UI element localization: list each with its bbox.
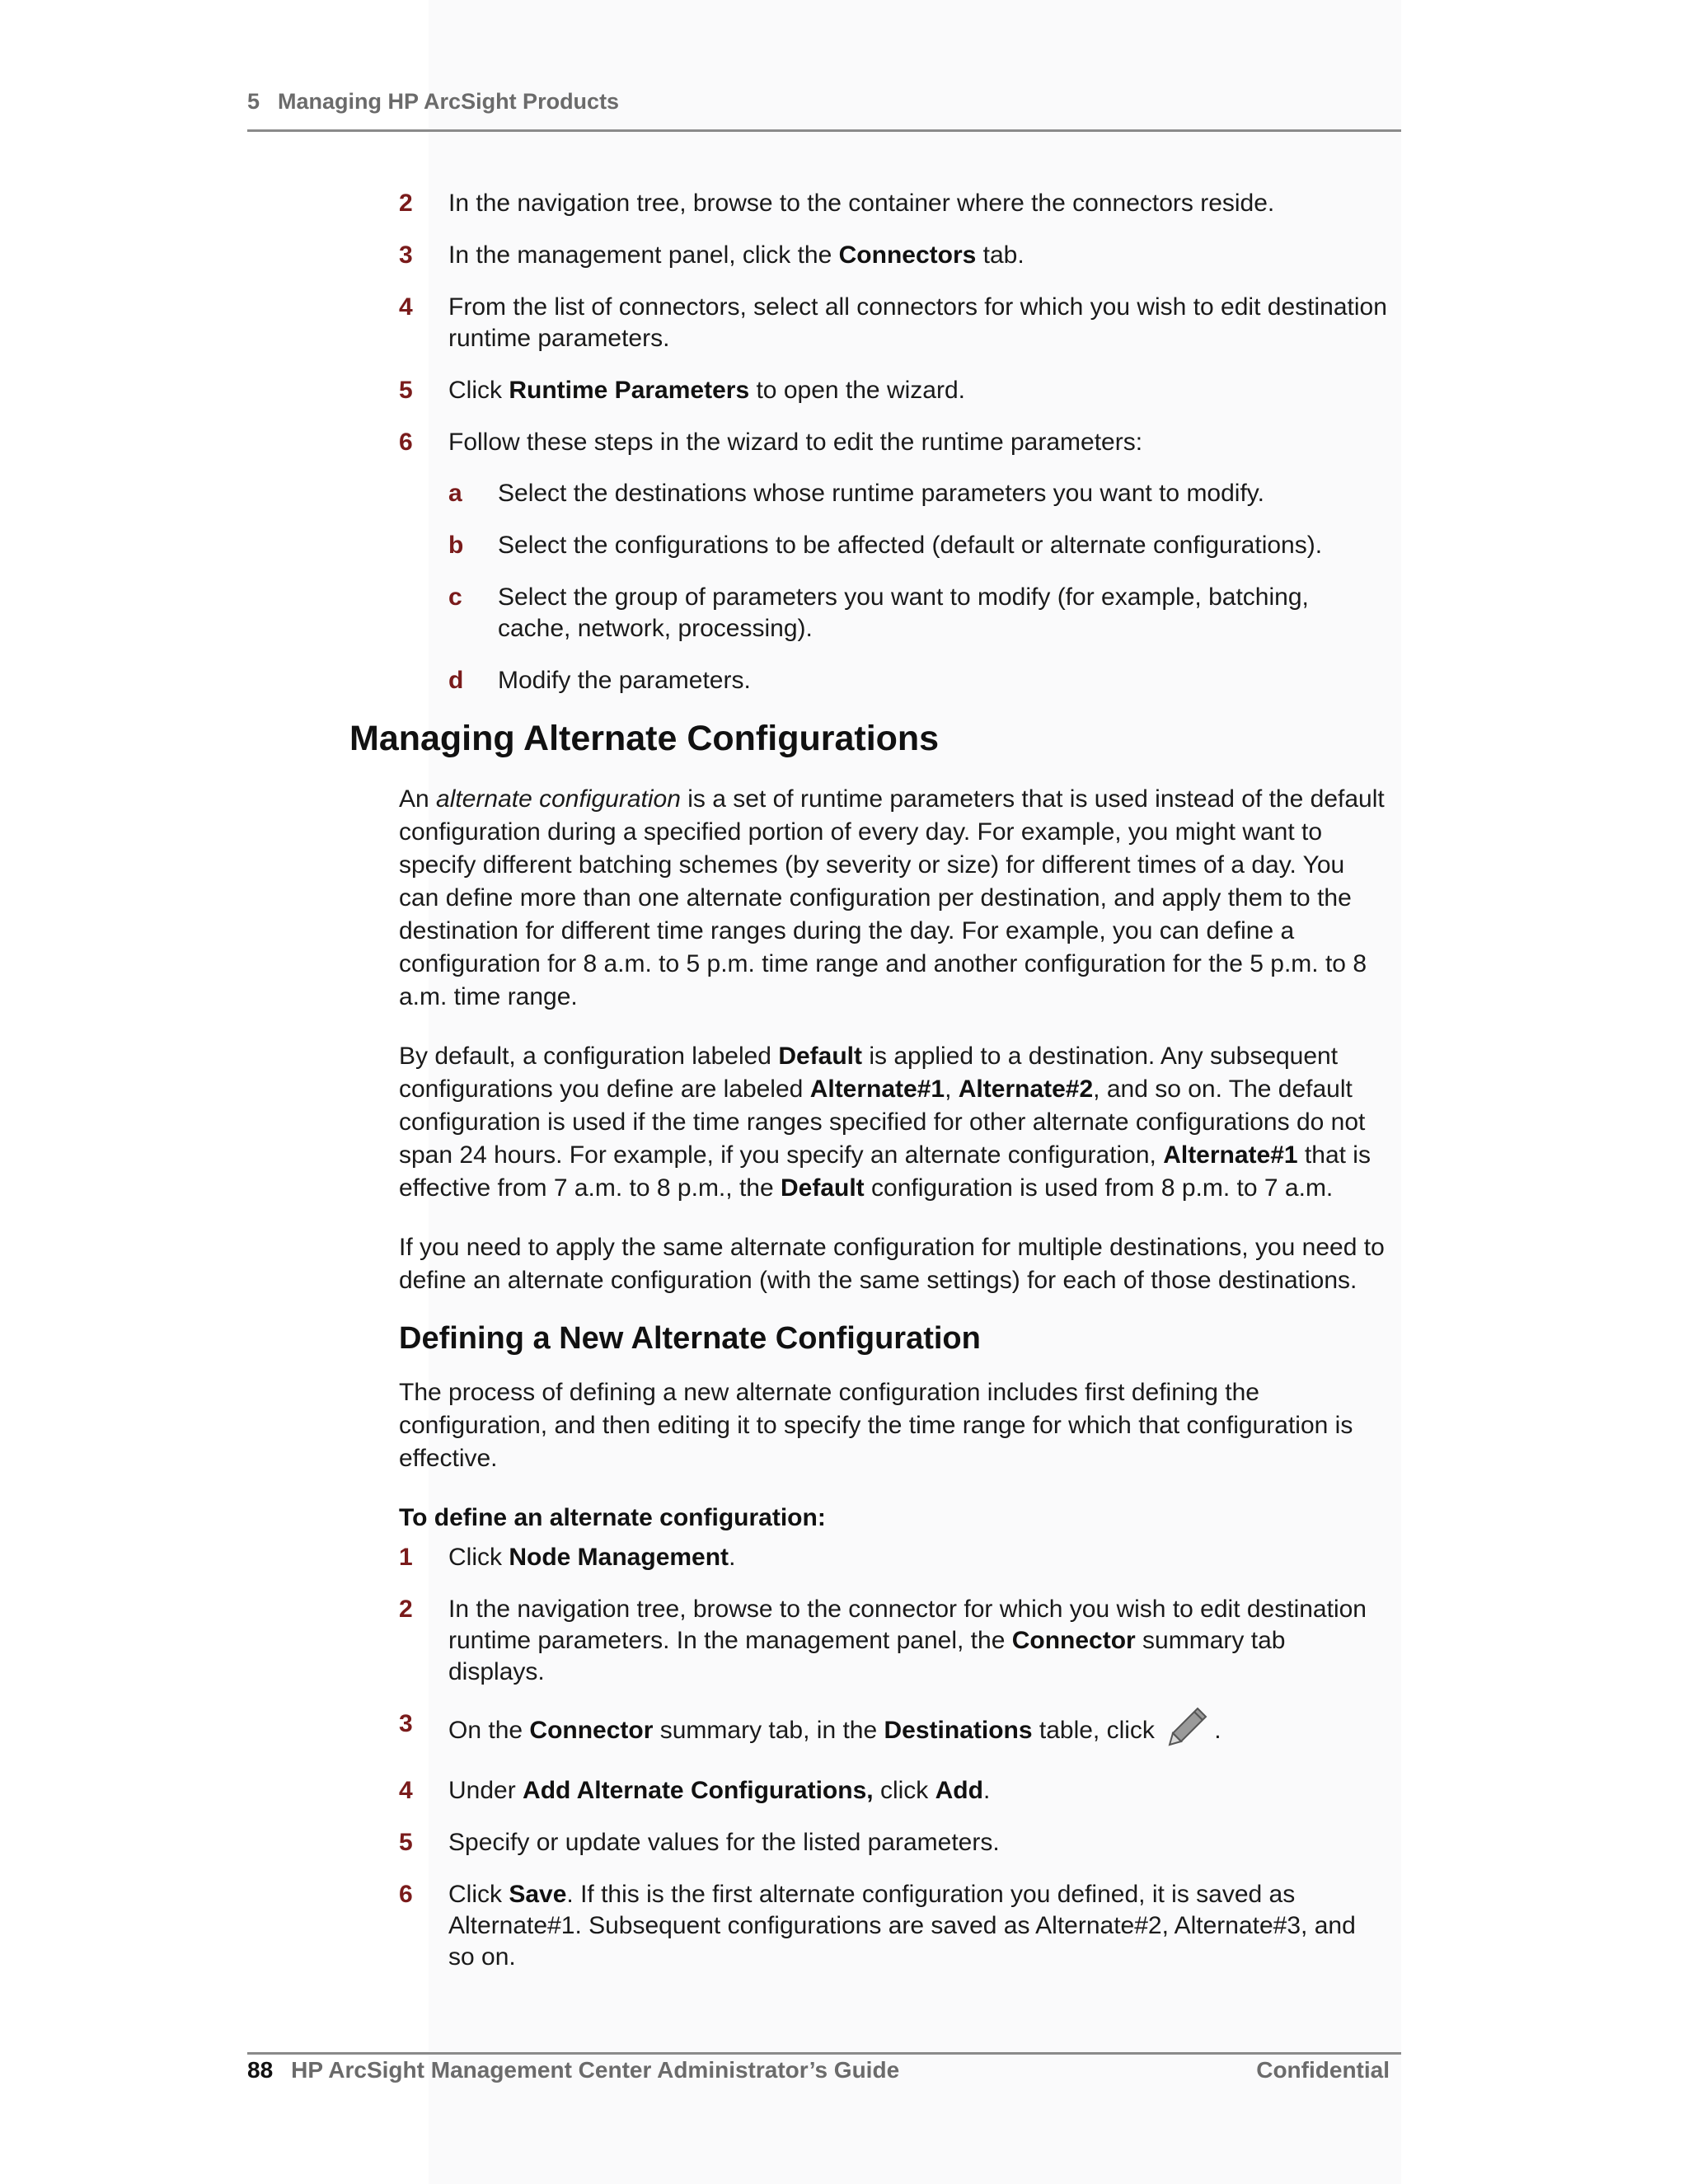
header-rule: [247, 129, 1401, 132]
classification: Confidential: [1256, 2057, 1390, 2083]
step-item: [399, 188, 1388, 219]
step-text: [448, 1829, 1000, 1856]
step-number: 4: [399, 293, 413, 321]
ui-term: Default: [778, 1043, 862, 1070]
step-number: 4: [399, 1777, 413, 1804]
ui-term: Alternate#2: [958, 1076, 1094, 1103]
step-item: [399, 292, 1388, 354]
text-run: Under: [448, 1777, 523, 1804]
step-item: [399, 427, 1388, 696]
step-text: [448, 190, 1274, 217]
text-run: , and so on. The default configuration is used if the time ranges specified for other alternate configurations do not span 24 hours. For example, if you specify an alternate configuration,: [399, 1076, 1366, 1169]
text-run: table, click: [1032, 1716, 1162, 1744]
ui-term: Destinations: [884, 1716, 1033, 1744]
text-run: Click: [448, 1544, 509, 1571]
step-item: [399, 375, 1388, 406]
step-number: 1: [399, 1544, 413, 1571]
step-text: [448, 1777, 990, 1804]
step-item: [399, 240, 1388, 271]
text-run: Specify or update values for the listed parameters.: [448, 1829, 1000, 1856]
chapter-title: Managing HP ArcSight Products: [278, 89, 620, 114]
page-number: 88: [247, 2057, 274, 2083]
pencil-icon: [1165, 1704, 1211, 1750]
text-run: is a set of runtime parameters that is used instead of the default configuration during a specified portion of every day. For example, you might want to specify different batching schemes (by severity or size) for different times of a day. You can define more than one alternate configuration per destination, and apply them to the destination for different time ranges during the day. For example, you can define a configuration for 8 a.m. to 5 p.m. time range and another configuration for the 5 p.m. to 8 a.m. time range.: [399, 785, 1385, 1010]
guide-title: HP ArcSight Management Center Administrator’s Guide: [291, 2057, 900, 2083]
text-run: .: [729, 1544, 736, 1571]
step-text: [448, 1544, 735, 1571]
subsection-title: Defining a New Alternate Configuration: [399, 1321, 981, 1356]
steps-list-top: [399, 188, 1388, 717]
step-number: 2: [399, 190, 413, 217]
step-text: [448, 429, 1142, 456]
ui-term: Save: [509, 1881, 567, 1908]
emphasis-text: alternate configuration: [436, 785, 681, 813]
text-run: In the management panel, click the: [448, 241, 839, 269]
text-run: Click: [448, 377, 509, 404]
step-text: [448, 1596, 1367, 1685]
text-run: In the navigation tree, browse to the container where the connectors reside.: [448, 190, 1275, 217]
step-text: [448, 1881, 1356, 1971]
ui-term: Connector: [529, 1716, 654, 1744]
text-run: In the navigation tree, browse to the connector for which you wish to edit destination runtime parameters. In the management panel, the: [448, 1596, 1367, 1654]
text-run: ,: [945, 1076, 959, 1103]
ui-term: Node Management: [509, 1544, 729, 1571]
substep-text: Select the configurations to be affected (default or alternate configurations).: [498, 532, 1323, 559]
substep-letter: c: [448, 583, 462, 611]
paragraph-intro: [399, 783, 1388, 1014]
steps-list-bottom: [399, 1542, 1388, 1994]
ui-term: Add Alternate Configurations,: [523, 1777, 874, 1804]
text-run: . If this is the first alternate configuration you defined, it is saved as Alternate#1. Subsequent configurations are saved as Alternate#2, Alternate#3, and so on.: [448, 1881, 1356, 1971]
substep-text: Modify the parameters.: [498, 667, 751, 694]
footer-rule: [247, 2052, 1401, 2055]
ui-term: Alternate#1: [1163, 1141, 1298, 1169]
step-number: 5: [399, 1829, 413, 1856]
ui-term: Connector: [1011, 1627, 1136, 1654]
text-run: An: [399, 785, 437, 813]
step-item: [399, 1708, 1388, 1755]
substep-letter: b: [448, 532, 464, 559]
step-text: [448, 377, 965, 404]
text-run: summary tab displays.: [448, 1627, 1286, 1685]
running-footer: [247, 2057, 899, 2083]
procedure-title: To define an alternate configuration:: [399, 1504, 826, 1531]
step-number: 5: [399, 377, 413, 404]
text-run: is applied to a destination. Any subsequent configurations you define are labeled: [399, 1043, 1339, 1103]
step-number: 3: [399, 1710, 413, 1737]
text-run: click: [873, 1777, 935, 1804]
chapter-number: 5: [247, 89, 260, 114]
ui-term: Alternate#1: [809, 1076, 945, 1103]
substep-item: [448, 582, 1388, 644]
text-run: to open the wizard.: [749, 377, 965, 404]
substeps-list: [448, 478, 1388, 696]
text-run: .: [1214, 1716, 1221, 1744]
text-run: summary tab, in the: [653, 1716, 884, 1744]
text-run: On the: [448, 1716, 530, 1744]
step-item: [399, 1775, 1388, 1807]
text-run: .: [982, 1777, 991, 1804]
text-run: From the list of connectors, select all connectors for which you wish to edit destination runtime parameters.: [448, 293, 1387, 352]
step-number: 6: [399, 1881, 413, 1908]
step-number: 3: [399, 241, 413, 269]
text-run: By default, a configuration labeled: [399, 1043, 779, 1070]
substep-letter: d: [448, 667, 464, 694]
text-run: Follow these steps in the wizard to edit the runtime parameters:: [448, 429, 1143, 456]
ui-term: Runtime Parameters: [509, 377, 750, 404]
step-text: [448, 1717, 1221, 1744]
substep-text: Select the group of parameters you want to modify (for example, batching, cache, network, processing).: [498, 583, 1309, 642]
running-header: [247, 89, 1401, 115]
ui-term: Connectors: [838, 241, 977, 269]
step-item: [399, 1542, 1388, 1573]
step-item: [399, 1594, 1388, 1688]
step-item: [399, 1879, 1388, 1973]
substep-item: [448, 530, 1388, 561]
step-number: 2: [399, 1596, 413, 1623]
text-run: Click: [448, 1881, 509, 1908]
substep-letter: a: [448, 480, 462, 507]
step-text: [448, 293, 1387, 352]
step-number: 6: [399, 429, 413, 456]
section-title: Managing Alternate Configurations: [349, 719, 940, 758]
substep-item: [448, 478, 1388, 509]
ui-term: Add: [935, 1777, 983, 1804]
text-run: configuration is used from 8 p.m. to 7 a.m.: [864, 1174, 1334, 1202]
step-item: [399, 1827, 1388, 1858]
substep-text: Select the destinations whose runtime parameters you want to modify.: [498, 480, 1264, 507]
paragraph-default: [399, 1040, 1388, 1205]
ui-term: Default: [780, 1174, 865, 1202]
text-run: that is effective from 7 a.m. to 8 p.m., the: [399, 1141, 1371, 1202]
paragraph-process: The process of defining a new alternate configuration includes first defining the configuration, and then editing it to specify the time range for which that configuration is effective.: [399, 1379, 1353, 1472]
paragraph-multiple: If you need to apply the same alternate configuration for multiple destinations, you need to define an alternate configuration (with the same settings) for each of those destinations.: [399, 1234, 1385, 1294]
text-run: tab.: [976, 241, 1025, 269]
step-text: [448, 241, 1025, 269]
substep-item: [448, 665, 1388, 696]
